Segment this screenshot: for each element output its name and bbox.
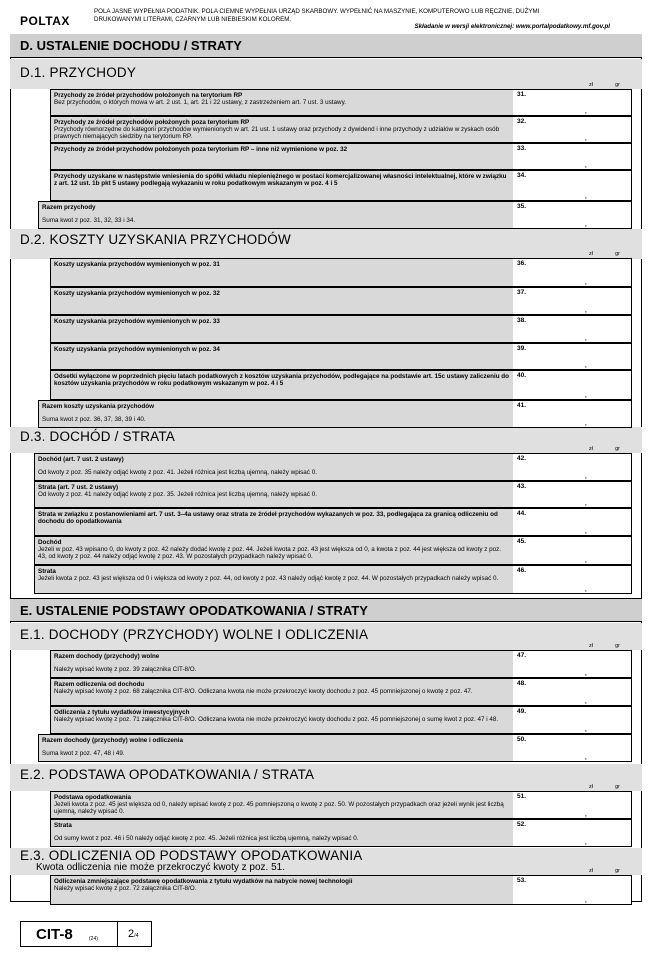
row-description [35, 509, 515, 535]
currency-zl-label: zł [589, 251, 593, 257]
row-description [51, 651, 515, 677]
row-description [35, 566, 515, 593]
amount-input-field[interactable] [513, 144, 631, 169]
form-row-39 [50, 343, 632, 370]
section-e-title: E. USTALENIE PODSTAWY OPODATKOWANIA / STRATY [20, 603, 368, 618]
form-row-38 [50, 315, 632, 343]
page-total: /4 [134, 933, 139, 939]
field-number: 39. [517, 345, 527, 352]
header-instructions-line2: DRUKOWANYMI LITERAMI, CZARNYM LUB NIEBIESKIM KOLOREM. [94, 15, 292, 23]
row-description [51, 316, 515, 342]
section-d-title: D. USTALENIE DOCHODU / STRATY [20, 38, 242, 53]
row-label: Dochód [38, 538, 62, 546]
form-row-42 [34, 453, 632, 481]
field-number: 32. [517, 118, 527, 125]
form-row-31 [50, 89, 632, 116]
field-number: 40. [517, 372, 527, 379]
row-description [51, 288, 515, 314]
row-instruction: Jeżeli kwota z poz. 43 jest większa od 0 i większa od kwoty z poz. 44, od kwoty z poz. 43 należy odjąć kwotę z poz. 44. W pozostałych przypadkach należy wpisać 0. [38, 574, 499, 582]
currency-gr-label: gr [615, 784, 620, 790]
decimal-separator: , [584, 360, 587, 369]
field-number: 31. [517, 91, 527, 98]
amount-input-field[interactable] [513, 117, 631, 142]
subsection-d3-title: D.3. DOCHÓD / STRATA [20, 429, 176, 444]
electronic-filing-note: Składanie w wersji elektronicznej: www.portalpodatkowy.mf.gov.pl [414, 23, 610, 30]
amount-input-field[interactable] [513, 792, 631, 818]
field-number: 35. [517, 203, 527, 210]
subsection-d1-title: D.1. PRZYCHODY [20, 65, 137, 80]
field-number: 42. [517, 455, 527, 462]
form-row-43 [34, 481, 632, 508]
decimal-separator: , [584, 305, 587, 314]
row-label: Koszty uzyskania przychodów wymienionych w poz. 33 [54, 317, 220, 325]
row-description [51, 171, 515, 200]
subsection-e2-header [10, 764, 642, 791]
section-d-header [10, 34, 642, 58]
field-number: 38. [517, 317, 527, 324]
decimal-separator: , [584, 668, 587, 677]
field-number: 46. [517, 567, 527, 574]
form-version: (24) [89, 936, 98, 942]
decimal-separator: , [584, 106, 587, 115]
form-row-50 [38, 734, 632, 762]
row-description [35, 537, 515, 564]
currency-zl-label: zł [589, 784, 593, 790]
amount-input-field[interactable] [513, 454, 631, 480]
decimal-separator: , [584, 584, 587, 593]
row-label: Razem koszty uzyskania przychodów [42, 402, 154, 410]
form-id-box [20, 921, 152, 947]
currency-zl-label: zł [589, 446, 593, 452]
decimal-separator: , [584, 724, 587, 733]
amount-input-field[interactable] [513, 876, 631, 904]
currency-gr-label: gr [615, 82, 620, 88]
amount-input-field[interactable] [513, 482, 631, 507]
row-label: Strata [54, 821, 72, 829]
row-instruction: Należy wpisać kwotę z poz. 39 załącznika CIT-8/O. [54, 665, 197, 673]
currency-gr-label: gr [615, 643, 620, 649]
form-row-44 [34, 508, 632, 536]
row-description [51, 144, 515, 169]
field-number: 49. [517, 708, 527, 715]
form-row-36 [50, 258, 632, 287]
row-instruction: Od kwoty z poz. 41 należy odjąć kwotę z poz. 35. Jeżeli różnica jest liczbą ujemną, należy wpisać 0. [38, 490, 317, 498]
row-description [39, 735, 515, 761]
amount-input-field[interactable] [513, 651, 631, 677]
subsection-d3-header [10, 427, 642, 453]
currency-gr-label: gr [615, 446, 620, 452]
field-number: 52. [517, 821, 527, 828]
row-description [51, 344, 515, 369]
decimal-separator: , [584, 809, 587, 818]
row-instruction: Suma kwot z poz. 31, 32, 33 i 34. [42, 216, 136, 224]
form-row-35 [38, 201, 632, 229]
form-row-37 [50, 287, 632, 315]
amount-input-field[interactable] [513, 202, 631, 228]
amount-input-field[interactable] [513, 371, 631, 399]
decimal-separator: , [584, 752, 587, 761]
field-number: 47. [517, 652, 527, 659]
form-code: CIT-8 [36, 926, 73, 943]
field-number: 44. [517, 510, 527, 517]
decimal-separator: , [584, 471, 587, 480]
row-description [35, 482, 515, 507]
row-label: Przychody ze źródeł przychodów położonych poza terytorium RP [54, 118, 250, 126]
form-row-41 [38, 400, 632, 428]
decimal-separator: , [584, 133, 587, 142]
row-instruction: Przychody równorzędne do kategorii przychodów wymienionych w art. 21 ust. 1 ustawy oraz przychody z dywidend i inne przychody z udziałów w zyskach osób prawnych niemających siedziby na terytorium RP. [54, 125, 500, 140]
decimal-separator: , [584, 418, 587, 427]
field-number: 36. [517, 260, 527, 267]
amount-input-field[interactable] [513, 537, 631, 564]
field-number: 41. [517, 402, 527, 409]
decimal-separator: , [584, 555, 587, 564]
amount-input-field[interactable] [513, 735, 631, 761]
page-current: 2 [128, 928, 135, 940]
decimal-separator: , [584, 333, 587, 342]
row-description [51, 820, 515, 846]
row-description [51, 707, 515, 733]
row-instruction: Suma kwot z poz. 47, 48 i 49. [42, 749, 125, 757]
amount-input-field[interactable] [513, 171, 631, 200]
subsection-e3-header [10, 848, 642, 875]
decimal-separator: , [584, 498, 587, 507]
amount-input-field[interactable] [513, 509, 631, 535]
currency-zl-label: zł [589, 643, 593, 649]
row-label: Koszty uzyskania przychodów wymienionych w poz. 32 [54, 289, 220, 297]
row-label: Koszty uzyskania przychodów wymienionych w poz. 34 [54, 345, 220, 353]
form-id-divider [117, 922, 118, 946]
row-instruction: Od sumy kwot z poz. 46 i 50 należy odjąć kwotę z poz. 45. Jeżeli różnica jest liczbą ujemną, należy wpisać 0. [54, 834, 359, 842]
amount-input-field[interactable] [513, 344, 631, 369]
decimal-separator: , [584, 191, 587, 200]
form-row-32 [50, 116, 632, 143]
decimal-separator: , [584, 160, 587, 169]
row-label: Podstawa opodatkowania [54, 793, 131, 801]
subsection-d2-header [10, 229, 642, 259]
field-number: 45. [517, 538, 527, 545]
row-label: Razem odliczenia od dochodu [54, 680, 145, 688]
subsection-e1-title: E.1. DOCHODY (PRZYCHODY) WOLNE I ODLICZENIA [20, 627, 369, 642]
row-description [39, 401, 515, 427]
row-description [51, 371, 515, 399]
row-label: Koszty uzyskania przychodów wymienionych w poz. 31 [54, 260, 220, 268]
form-row-34 [50, 170, 632, 201]
row-description [51, 679, 515, 705]
subsection-e3-subtitle: Kwota odliczenia nie może przekroczyć kwoty z poz. 51. [36, 862, 285, 873]
field-number: 50. [517, 736, 527, 743]
row-label: Razem dochody (przychody) wolne i odliczenia [42, 736, 184, 744]
field-number: 48. [517, 680, 527, 687]
row-label: Przychody ze źródeł przychodów położonych na terytorium RP [54, 91, 243, 99]
page-number [128, 928, 139, 940]
row-instruction: Jeżeli kwota z poz. 45 jest większa od 0, należy wpisać kwotę z poz. 45 pomniejszoną o kwotę z poz. 50. W pozostałych przypadkach oraz jeżeli wynik jest liczbą ujemną, należy wpisać 0. [54, 800, 504, 815]
currency-zl-label: zł [589, 868, 593, 874]
subsection-e1-header [10, 623, 642, 650]
row-label: Przychody uzyskane w następstwie wniesienia do spółki wkładu niepieniężnego w postaci komercjalizowanej własności intelektualnej, które w związku z art. 12 ust. 1b pkt 5 ustawy podlegają wykazaniu w roku podatkowym wskazanym w poz. 4 i 5 [54, 172, 507, 187]
row-description [51, 259, 515, 286]
subsection-e3-title: E.3. ODLICZENIA OD PODSTAWY OPODATKOWANIA [20, 848, 363, 863]
amount-input-field[interactable] [513, 820, 631, 846]
field-number: 53. [517, 877, 527, 884]
decimal-separator: , [584, 526, 587, 535]
form-row-53 [50, 875, 632, 905]
section-e-header [10, 598, 642, 622]
form-row-33 [50, 143, 632, 170]
form-row-49 [50, 706, 632, 734]
currency-gr-label: gr [615, 251, 620, 257]
row-description [51, 792, 515, 818]
row-label: Dochód (art. 7 ust. 2 ustawy) [38, 455, 124, 463]
row-label: Strata [38, 567, 56, 575]
row-label: Razem przychody [42, 203, 96, 211]
field-number: 43. [517, 483, 527, 490]
form-row-48 [50, 678, 632, 706]
subsection-d2-title: D.2. KOSZTY UZYSKANIA PRZYCHODÓW [20, 232, 291, 247]
decimal-separator: , [584, 277, 587, 286]
subsection-d1-header [10, 59, 642, 89]
form-row-45 [34, 536, 632, 565]
header-instructions [94, 8, 614, 23]
row-description [39, 202, 515, 228]
amount-input-field[interactable] [513, 401, 631, 427]
amount-input-field[interactable] [513, 679, 631, 705]
header-instructions-line1: POLA JASNE WYPEŁNIA PODATNIK. POLA CIEMNE WYPEŁNIA URZĄD SKARBOWY. WYPEŁNIĆ NA MASZYNIE, KOMPUTEROWO LUB RĘCZNIE, DUŻYMI [94, 8, 540, 15]
field-number: 51. [517, 793, 527, 800]
form-row-52 [50, 819, 632, 847]
row-description [51, 876, 515, 904]
row-instruction: Jeżeli w poz. 43 wpisano 0, do kwoty z poz. 42 należy dodać kwotę z poz. 44. Jeżeli kwota z poz. 43 jest większa od 0, a kwota z poz. 44 jest większa od kwoty z poz. 43, od kwoty z poz. 44 należy odjąć kwotę z poz. 43. W pozostałych przypadkach należy wpisać 0. [38, 545, 502, 560]
row-instruction: Należy wpisać kwotę z poz. 68 załącznika CIT-8/O. Odliczana kwota nie może przekroczyć kwoty dochodu z poz. 45 pomniejszonej o kwotę z poz. 47. [54, 687, 473, 695]
row-label: Odliczenia zmniejszające podstawę opodatkowania z tytułu wydatków na nabycie nowej technologii [54, 877, 353, 885]
amount-input-field[interactable] [513, 259, 631, 286]
form-row-51 [50, 791, 632, 819]
row-label: Przychody ze źródeł przychodów położonych poza terytorium RP – inne niż wymienione w poz. 32 [54, 145, 348, 153]
row-description [51, 117, 515, 142]
subsection-e2-title: E.2. PODSTAWA OPODATKOWANIA / STRATA [20, 767, 315, 782]
brand-logo-text: POLTAX [20, 14, 70, 28]
form-row-46 [34, 565, 632, 594]
row-instruction: Należy wpisać kwotę z poz. 71 załącznika CIT-8/O. Odliczana kwota nie może przekroczyć kwoty dochodu z poz. 45 pomniejszonej o sumę kwot z poz. 47 i 48. [54, 715, 499, 723]
row-instruction: Suma kwot z poz. 36, 37, 38, 39 i 40. [42, 415, 146, 423]
form-row-40 [50, 370, 632, 400]
form-row-47 [50, 650, 632, 678]
row-instruction: Bez przychodów, o których mowa w art. 2 ust. 1, art. 21 i 22 ustawy, z zastrzeżeniem art. 7 ust. 3 ustawy. [54, 98, 346, 106]
row-label: Razem dochody (przychody) wolne [54, 652, 160, 660]
amount-input-field[interactable] [513, 288, 631, 314]
decimal-separator: , [584, 696, 587, 705]
amount-input-field[interactable] [513, 90, 631, 115]
row-label: Strata w związku z postanowieniami art. 7 ust. 3–4a ustawy oraz strata ze źródeł przychodów wykazanych w poz. 33, podlegająca za granicą odliczeniu od dochodu do opodatkowania [38, 510, 498, 525]
decimal-separator: , [584, 837, 587, 846]
field-number: 33. [517, 145, 527, 152]
decimal-separator: , [584, 219, 587, 228]
row-label: Odliczenia z tytułu wydatków inwestycyjnych [54, 708, 190, 716]
field-number: 37. [517, 289, 527, 296]
currency-zl-label: zł [589, 82, 593, 88]
row-instruction: Należy wpisać kwotę z poz. 72 załącznika CIT-8/O. [54, 884, 197, 892]
decimal-separator: , [584, 895, 587, 904]
row-description [35, 454, 515, 480]
currency-gr-label: gr [615, 868, 620, 874]
amount-input-field[interactable] [513, 316, 631, 342]
row-instruction: Od kwoty z poz. 35 należy odjąć kwotę z poz. 41. Jeżeli różnica jest liczbą ujemną, należy wpisać 0. [38, 468, 317, 476]
row-label: Odsetki wyłączone w poprzednich pięciu latach podatkowych z kosztów uzyskania przychodów, podlegające na podstawie art. 15c ustawy zaliczeniu do kosztów uzyskania przychodów w roku podatkowym wskazanym w poz. 4 i 5 [54, 372, 510, 387]
amount-input-field[interactable] [513, 707, 631, 733]
row-description [51, 90, 515, 115]
amount-input-field[interactable] [513, 566, 631, 593]
decimal-separator: , [584, 390, 587, 399]
field-number: 34. [517, 172, 527, 179]
row-label: Strata (art. 7 ust. 2 ustawy) [38, 483, 119, 491]
